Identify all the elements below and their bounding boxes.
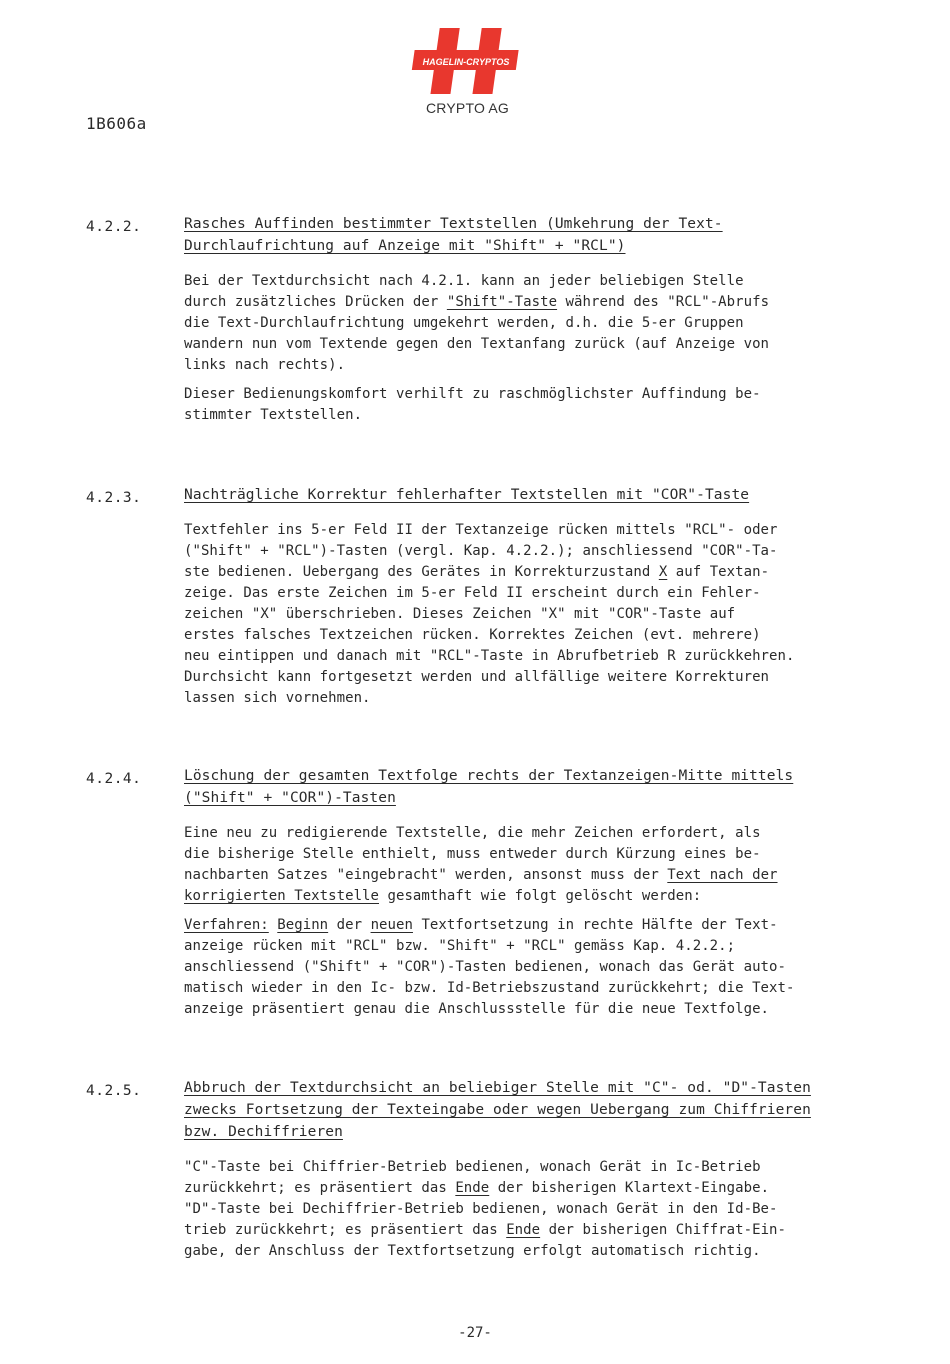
section-body xyxy=(184,484,894,709)
section-body xyxy=(184,213,894,426)
section-title xyxy=(184,765,894,809)
text-line: ("Shift" + "RCL")-Tasten (vergl. Kap. 4.2.2.); anschliessend "COR"-Ta- xyxy=(184,543,778,559)
text-fragment: während des "RCL"-Abrufs xyxy=(557,294,770,310)
text-fragment: trieb zurückkehrt; es präsentiert das xyxy=(184,1222,507,1238)
text-line: die Text-Durchlaufrichtung umgekehrt werden, d.h. die 5-er Gruppen xyxy=(184,315,744,331)
section-title xyxy=(184,1077,894,1143)
section-body xyxy=(184,1077,894,1262)
title-line: zwecks Fortsetzung der Texteingabe oder wegen Uebergang zum Chiffrieren xyxy=(184,1102,811,1118)
paragraph xyxy=(184,1157,894,1262)
paragraph xyxy=(184,823,894,907)
logo-text: HAGELIN-CRYPTOS xyxy=(422,57,510,67)
text-fragment: " mit "COR"-Taste auf xyxy=(557,606,736,622)
paragraph xyxy=(184,384,894,426)
underlined-text: Ende xyxy=(506,1222,541,1238)
company-logo xyxy=(410,26,525,118)
text-line: erstes falsches Textzeichen rücken. Korrektes Zeichen (evt. mehrere) xyxy=(184,627,761,643)
section-number: 4.2.3. xyxy=(86,490,142,506)
text-fragment: der bisherigen Klartext-Eingabe. xyxy=(489,1180,770,1196)
section-title xyxy=(184,484,894,506)
text-line: neu eintippen und danach mit "RCL"-Taste in Abrufbetrieb R zurückkehren. xyxy=(184,648,795,664)
title-line: ("Shift" + "COR")-Tasten xyxy=(184,790,396,806)
paragraph xyxy=(184,915,894,1020)
text-line: Textfehler ins 5-er Feld II der Textanzeige rücken mittels "RCL"- oder xyxy=(184,522,778,538)
text-fragment: der xyxy=(328,917,371,933)
text-line: links nach rechts). xyxy=(184,357,346,373)
text-fragment: " überschrieben. Dieses Zeichen " xyxy=(268,606,549,622)
text-line: die bisherige Stelle enthielt, muss entweder durch Kürzung eines be- xyxy=(184,846,761,862)
section-number: 4.2.2. xyxy=(86,219,142,235)
text-line: Bei der Textdurchsicht nach 4.2.1. kann an jeder beliebigen Stelle xyxy=(184,273,744,289)
text-fragment: auf Textan- xyxy=(667,564,770,580)
text-fragment: ste bedienen. Uebergang des Gerätes in Korrekturzustand xyxy=(184,564,659,580)
section-number: 4.2.4. xyxy=(86,771,142,787)
underlined-text: Ende xyxy=(455,1180,490,1196)
text-line: "C"-Taste bei Chiffrier-Betrieb bedienen, wonach Gerät in Ic-Betrieb xyxy=(184,1159,761,1175)
text-fragment: der bisherigen Chiffrat-Ein- xyxy=(540,1222,787,1238)
text-line: matisch wieder in den Ic- bzw. Id-Betriebszustand zurückkehrt; die Text- xyxy=(184,980,795,996)
text-line: lassen sich vornehmen. xyxy=(184,690,371,706)
section-body xyxy=(184,765,894,1020)
text-line: anschliessend ("Shift" + "COR")-Tasten bedienen, wonach das Gerät auto- xyxy=(184,959,786,975)
text-line: Eine neu zu redigierende Textstelle, die mehr Zeichen erfordert, als xyxy=(184,825,761,841)
text-fragment xyxy=(269,917,277,933)
text-line: wandern nun vom Textende gegen den Textanfang zurück (auf Anzeige von xyxy=(184,336,770,352)
title-line: Durchlaufrichtung auf Anzeige mit "Shift" + "RCL") xyxy=(184,238,626,254)
text-line: zeige. Das erste Zeichen im 5-er Feld II erscheint durch ein Fehler- xyxy=(184,585,761,601)
text-fragment: zeichen " xyxy=(184,606,261,622)
title-line: Löschung der gesamten Textfolge rechts der Textanzeigen-Mitte mittels xyxy=(184,768,794,784)
text-fragment: zurückkehrt; es präsentiert das xyxy=(184,1180,456,1196)
title-line: Rasches Auffinden bestimmter Textstellen (Umkehrung der Text- xyxy=(184,216,723,232)
text-line: "D"-Taste bei Dechiffrier-Betrieb bedienen, wonach Gerät in den Id-Be- xyxy=(184,1201,778,1217)
text-fragment: durch zusätzliches Drücken der xyxy=(184,294,447,310)
symbol-x: X xyxy=(658,564,668,580)
text-line: Durchsicht kann fortgesetzt werden und allfällige weitere Korrekturen xyxy=(184,669,770,685)
underlined-text: neuen xyxy=(370,917,413,933)
text-fragment: Textfortsetzung in rechte Hälfte der Text- xyxy=(412,917,778,933)
title-line: Nachträgliche Korrektur fehlerhafter Textstellen mit "COR"-Taste xyxy=(184,487,750,503)
text-fragment: nachbarten Satzes "eingebracht" werden, ansonst muss der xyxy=(184,867,668,883)
section-number: 4.2.5. xyxy=(86,1083,142,1099)
section-title xyxy=(184,213,894,257)
document-id: 1B606a xyxy=(86,114,147,133)
hagelin-logo-icon xyxy=(410,26,525,96)
underlined-text: Verfahren: xyxy=(184,917,269,933)
text-line: gabe, der Anschluss der Textfortsetzung erfolgt automatisch richtig. xyxy=(184,1243,761,1259)
text-line: anzeige rücken mit "RCL" bzw. "Shift" + "RCL" gemäss Kap. 4.2.2.; xyxy=(184,938,736,954)
company-name: CRYPTO AG xyxy=(426,100,509,116)
underlined-text: "Shift"-Taste xyxy=(446,294,558,310)
title-line: bzw. Dechiffrieren xyxy=(184,1124,343,1140)
underlined-text: korrigierten Textstelle xyxy=(184,888,380,904)
underlined-text: Text nach der xyxy=(667,867,778,883)
error-symbol: X xyxy=(548,606,558,622)
error-symbol: X xyxy=(260,606,269,622)
text-fragment: gesamthaft wie folgt gelöscht werden: xyxy=(379,888,702,904)
text-line: stimmter Textstellen. xyxy=(184,407,363,423)
text-line: anzeige präsentiert genau die Anschlussstelle für die neue Textfolge. xyxy=(184,1001,770,1017)
underlined-text: Beginn xyxy=(277,917,329,933)
paragraph xyxy=(184,520,894,709)
paragraph xyxy=(184,271,894,376)
text-line: Dieser Bedienungskomfort verhilft zu raschmöglichster Auffindung be- xyxy=(184,386,761,402)
page-number: -27- xyxy=(458,1325,492,1341)
title-line: Abbruch der Textdurchsicht an beliebiger Stelle mit "C"- od. "D"-Tasten xyxy=(184,1080,811,1096)
